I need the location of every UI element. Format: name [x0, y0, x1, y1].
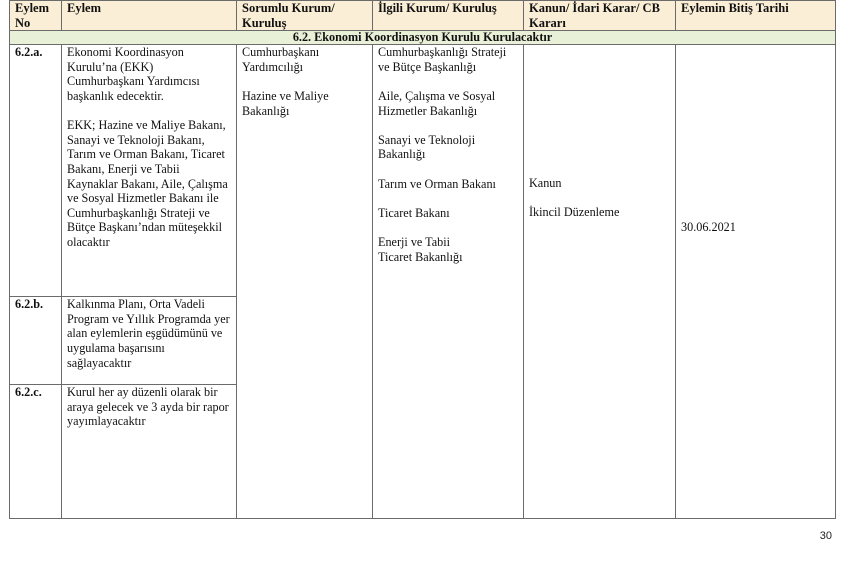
legal-basis: Kanun [529, 176, 562, 191]
action-number: 6.2.c. [10, 385, 62, 519]
header-eylem-no: Eylem No [10, 1, 62, 31]
table-row [10, 45, 836, 297]
related-institution: Enerji ve Tabii Ticaret Bakanlığı [378, 234, 463, 264]
related-institution: Ticaret Bakanı [378, 205, 450, 220]
section-row [10, 31, 836, 45]
related-institution: Sanayi ve Teknoloji Bakanlığı [378, 132, 476, 162]
section-title: 6.2. Ekonomi Koordinasyon Kurulu Kurulacaktır [10, 31, 836, 45]
related-institution-cell [373, 45, 524, 519]
end-date: 30.06.2021 [681, 220, 736, 235]
header-bitis-tarihi: Eylemin Bitiş Tarihi [676, 1, 836, 31]
action-description: Kalkınma Planı, Orta Vadeli Program ve Yıllık Programda yer alan eylemlerin eşgüdümünü ve uygulama başarısını sağlayacaktır [62, 297, 237, 385]
header-row [10, 1, 836, 31]
header-kanun-karar: Kanun/ İdari Karar/ CB Kararı [524, 1, 676, 31]
related-institution: Cumhurbaşkanlığı Strateji ve Bütçe Başkanlığı [378, 45, 507, 74]
responsible-institution-cell [237, 45, 373, 519]
responsible-institution: Hazine ve Maliye Bakanlığı [242, 88, 329, 118]
action-plan-table [9, 0, 836, 519]
action-description: Kurul her ay düzenli olarak bir araya gelecek ve 3 ayda bir rapor yayımlayacaktır [62, 385, 237, 519]
action-description [62, 45, 237, 297]
action-number: 6.2.a. [10, 45, 62, 297]
legal-basis-cell [524, 45, 676, 519]
action-text: Ekonomi Koordinasyon Kurulu’na (EKK) Cumhurbaşkanı Yardımcısı başkanlık edecektir. [67, 45, 200, 103]
action-text: EKK; Hazine ve Maliye Bakanı, Sanayi ve Teknoloji Bakanı, Tarım ve Orman Bakanı, Ticaret Bakanı, Enerji ve Tabii Kaynaklar Bakanı, Aile, Çalışma ve Sosyal Hizmetler Bakanı ile Cumhurbaşkanlığı Strateji ve Bütçe Başkanı’ndan müteşekkil olacaktır [67, 118, 228, 249]
related-institution: Aile, Çalışma ve Sosyal Hizmetler Bakanlığı [378, 88, 496, 118]
end-date-cell [676, 45, 836, 519]
responsible-institution: Cumhurbaşkanı Yardımcılığı [242, 45, 320, 74]
header-ilgili-kurum: İlgili Kurum/ Kuruluş [373, 1, 524, 31]
header-eylem: Eylem [62, 1, 237, 31]
legal-basis: İkincil Düzenleme [529, 205, 620, 220]
action-number: 6.2.b. [10, 297, 62, 385]
header-sorumlu-kurum: Sorumlu Kurum/ Kuruluş [237, 1, 373, 31]
related-institution: Tarım ve Orman Bakanı [378, 176, 496, 191]
page-number: 30 [819, 530, 832, 542]
